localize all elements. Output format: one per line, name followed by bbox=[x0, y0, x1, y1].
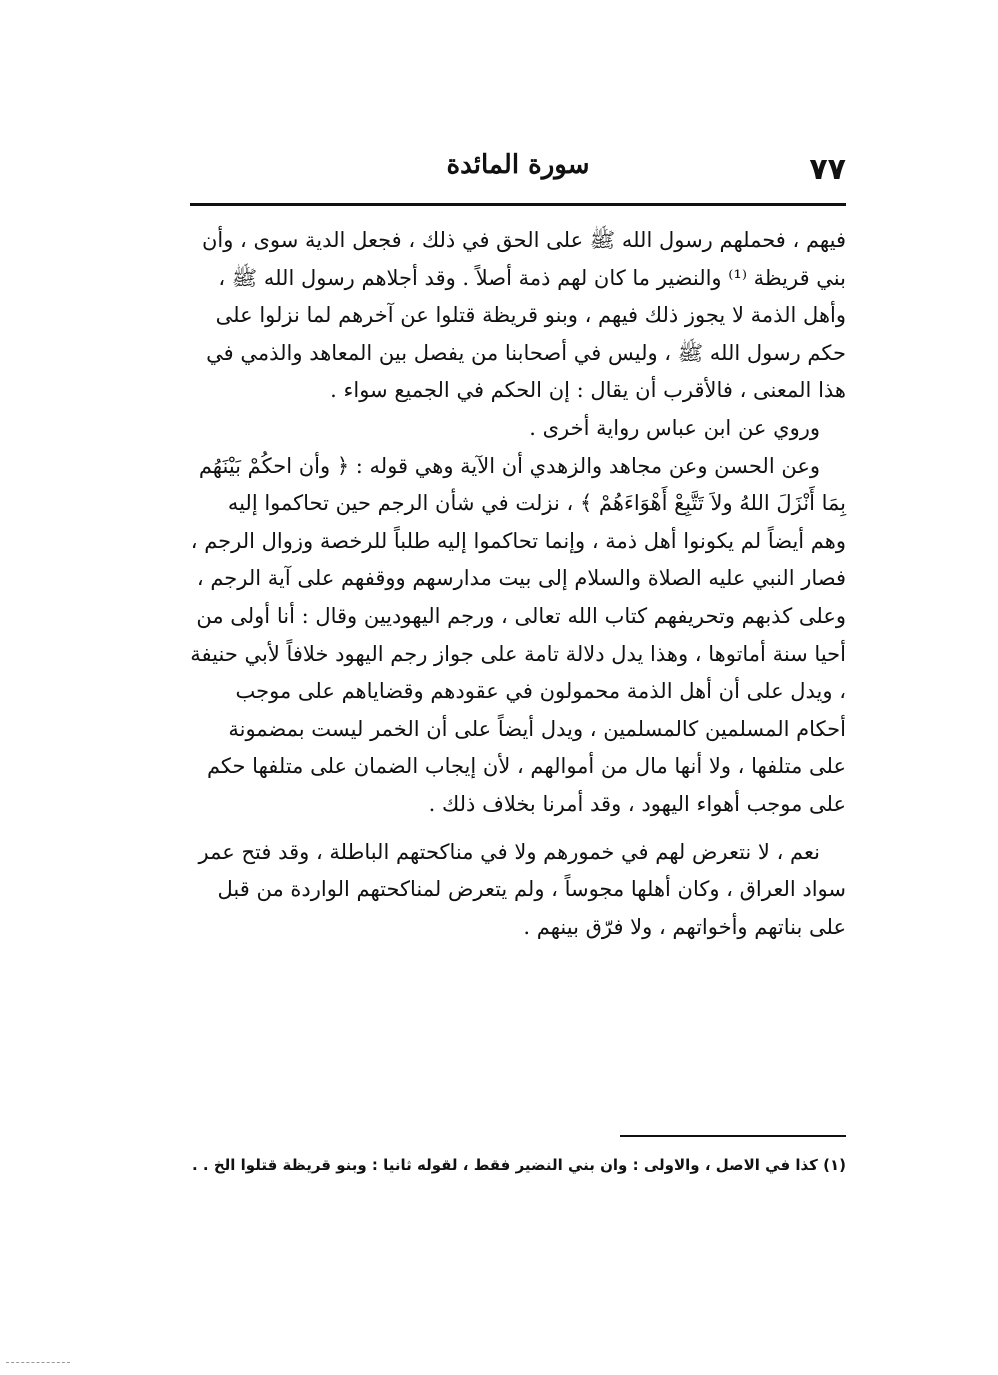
page-header bbox=[190, 150, 846, 190]
header-divider bbox=[190, 203, 846, 206]
surah-title: سورة المائدة bbox=[446, 150, 590, 180]
paragraph-1: فيهم ، فحملهم رسول الله ﷺ على الحق في ذلك ، فجعل الدية سوى ، وأن بني قريظة ⁽¹⁾ والنضير ما كان لهم ذمة أصلاً . وقد أجلاهم رسول الله ﷺ ، وأهل الذمة لا يجوز ذلك فيهم ، وبنو قريظة قتلوا عن آخرهم لما نزلوا على حكم رسول الله ﷺ ، وليس في أصحابنا من يفصل بين المعاهد والذمي في هذا المعنى ، فالأقرب أن يقال : إن الحكم في الجميع سواء . bbox=[201, 228, 846, 403]
footnote-divider bbox=[620, 1135, 846, 1137]
page-number: ٧٧ bbox=[809, 152, 846, 187]
footnote: (١) كذا في الاصل ، والاولى : وان بني النضير فقط ، لقوله ثانيا : وبنو قريظة قتلوا الخ . . bbox=[192, 1156, 846, 1174]
body-text bbox=[190, 222, 846, 946]
paragraph-4: نعم ، لا نتعرض لهم في خمورهم ولا في مناكحتهم الباطلة ، وقد فتح عمر سواد العراق ، وكان أهلها مجوساً ، ولم يتعرض لمناكحتهم الواردة من قبل على بناتهم وأخواتهم ، ولا فرّق بينهم . bbox=[198, 839, 846, 939]
paragraph-3: وعن الحسن وعن مجاهد والزهدي أن الآية وهي قوله : ﴿ وأن احكُمْ بَيْنَهُم بِمَا أَنْزَلَ اللهُ ولاَ تَتَّبِعْ أَهْوَاءَهُمْ ﴾ ، نزلت في شأن الرجم حين تحاكموا إليه وهم أيضاً لم يكونوا أهل ذمة ، وإنما تحاكموا إليه طلباً للرخصة وزوال الرجم ، فصار النبي عليه الصلاة والسلام إلى بيت مدارسهم ووقفهم على آية الرجم ، وعلى كذبهم وتحريفهم كتاب الله تعالى ، ورجم اليهوديين وقال : أنا أولى من أحيا سنة أماتوها ، وهذا يدل دلالة تامة على جواز رجم اليهود خلافاً لأبي حنيفة ، ويدل على أن أهل الذمة محمولون في عقودهم وقضاياهم على موجب أحكام المسلمين كالمسلمين ، ويدل أيضاً على أن الخمر ليست بمضمونة على متلفها ، ولا أنها مال من أموالهم ، لأن إيجاب الضمان على متلفها حكم على موجب أهواء اليهود ، وقد أمرنا بخلاف ذلك . bbox=[190, 453, 846, 816]
scan-edge-mark bbox=[6, 1362, 70, 1364]
paragraph-2: وروي عن ابن عباس رواية أخرى . bbox=[529, 415, 820, 440]
